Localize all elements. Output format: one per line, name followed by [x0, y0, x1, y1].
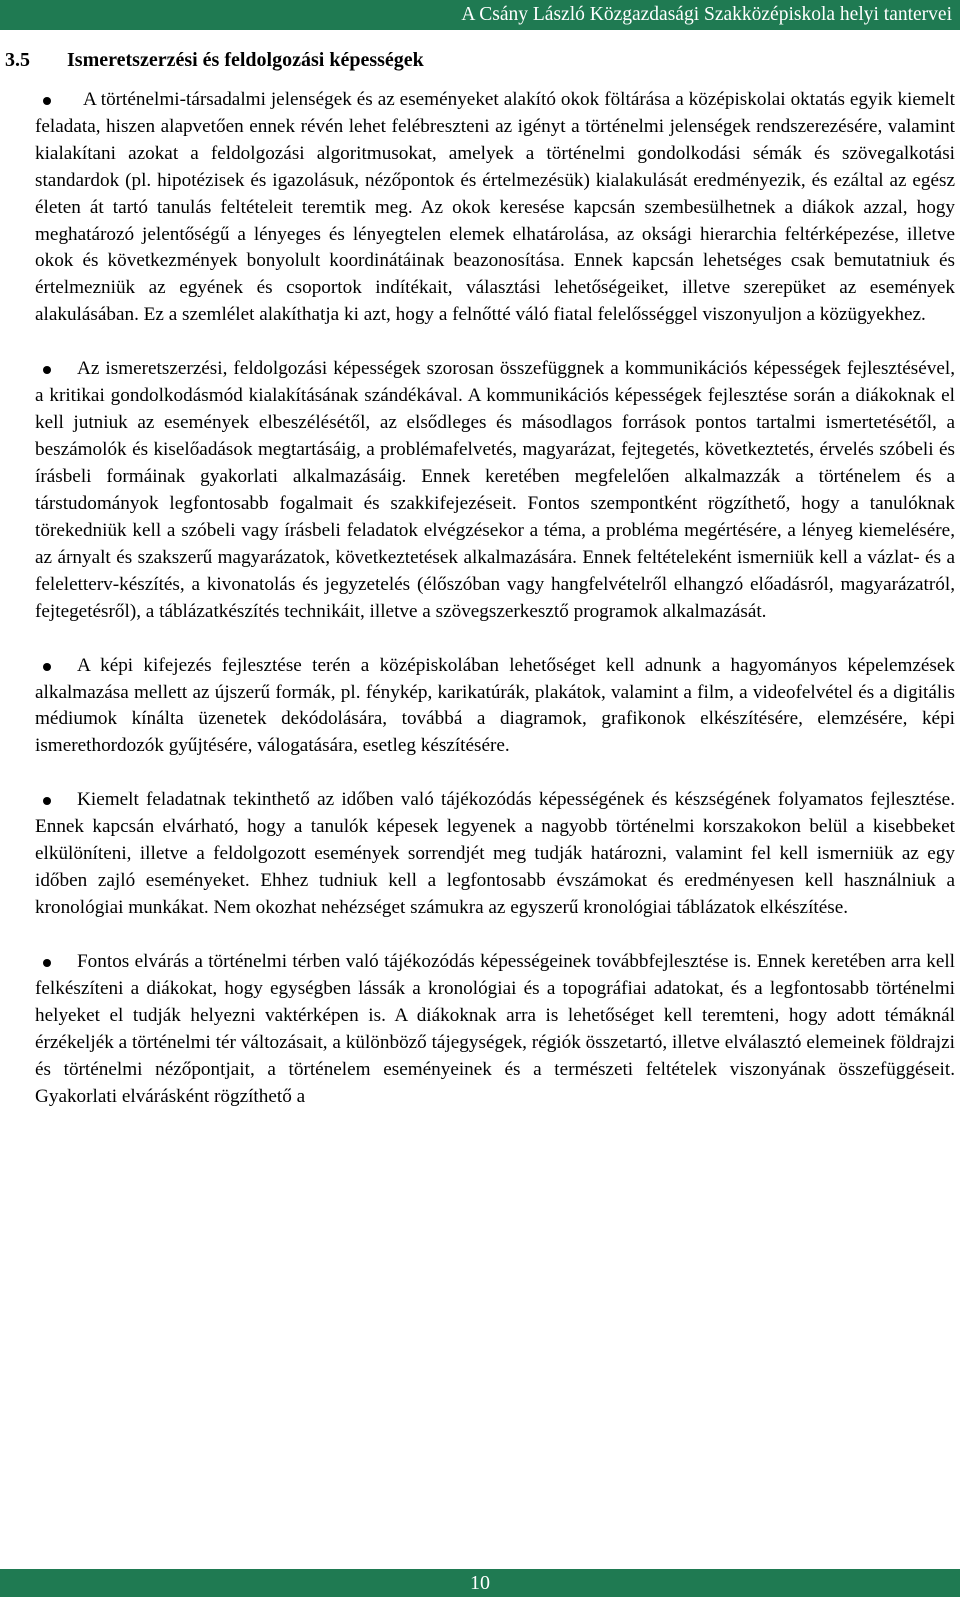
bullet-icon [43, 97, 51, 105]
bullet-paragraph [35, 787, 955, 922]
page-number: 10 [470, 1572, 490, 1594]
paragraph-text: A képi kifejezés fejlesztése terén a középiskolában lehetőséget kell adnunk a hagyományos képelemzések alkalmazása mellett az újszerű formák, pl. fénykép, karikatúrák, plakátok, valamint a film, a videofelvétel és a digitális médiumok kínálta üzenetek dekódolására, továbbá a diagramok, grafikonok elkészítésére, elemzésére, képi ismerethordozók gyűjtésére, válogatására, esetleg készítésére. [35, 654, 955, 757]
body-content [35, 87, 955, 1138]
paragraph-text: A történelmi-társadalmi jelenségek és az eseményeket alakító okok föltárása a középiskolai oktatás egyik kiemelt feladata, hiszen alapvetően ennek révén lehet felébreszteni az igényt a történelmi jelenségek rendszerezésére, valamint kialakítani azokat a feldolgozási algoritmusokat, amelyek a történelmi gondolkodási sémák és szövegalkotási standardok (pl. hipotézisek és igazolásuk, nézőpontok és értelmezésük) kialakulását eredményezik, és ezáltal az egész életen át tartó tanulás feltételeit teremtik meg. Az okok keresése kapcsán szembesülhetnek a diákok azzal, hogy meghatározó jelentőségű a lényeges és lényegtelen elemek elhatárolása, az oksági hierarchia feltérképezése, illetve okok és következmények bonyolult koordinátáinak beazonosítása. Ennek kapcsán lehetséges csak bemutatniuk és értelmezniük az egyének és csoportok indítékait, választási lehetőségeiket, illetve szerepüket az események alakulásában. Ez a szemlélet alakíthatja ki azt, hogy a felnőtté váló fiatal felelősséggel viszonyuljon a közügyekhez. [35, 89, 955, 326]
bullet-paragraph [35, 653, 955, 761]
page-footer [0, 1569, 960, 1597]
bullet-icon [43, 663, 51, 671]
bullet-icon [43, 366, 51, 374]
paragraph-text: Kiemelt feladatnak tekinthető az időben való tájékozódás képességének és készségének folyamatos fejlesztése. Ennek kapcsán elvárható, hogy a tanulók képesek legyenek a nagyobb történelmi korszakokon belül a kisebbeket elkülöníteni, illetve a feldolgozott események sorrendjét meg tudják határozni, valamint fel kell ismerniük az egy időben zajló eseményeket. Ehhez tudniuk kell a legfontosabb évszámokat és eredményesen kell használniuk a kronológiai munkákat. Nem okozhat nehézséget számukra az egyszerű kronológiai táblázatok elkészítése. [35, 789, 955, 919]
bullet-paragraph [35, 949, 955, 1110]
paragraph-text: Az ismeretszerzési, feldolgozási képességek szorosan összefüggnek a kommunikációs képességek fejlesztésével, a kritikai gondolkodásmód kialakításának szándékával. A kommunikációs képességek fejlesztése során a diákoknak el kell jutniuk az események elbeszélésétől, az elsődleges és másodlagos források pontos tartalmi ismertetésétől, a beszámolók és kiselőadások megtartásáig, a problémafelvetés, magyarázat, fejtegetés, következtetés, érvelés szóbeli és írásbeli formáinak gyakorlati alkalmazásáig. Ennek keretében megfelelően alkalmazzák a történelem és a társtudományok legfontosabb fogalmait és szakkifejezéseit. Fontos szempontként rögzíthető, hogy a tanulóknak törekedniük kell a szóbeli vagy írásbeli feladatok elvégzésekor a téma, a probléma megértésére, a lényeg kiemelésére, az árnyalt és szakszerű magyarázatok, következtetések alkalmazására. Ennek feltételeként ismerniük kell a vázlat- és a feleletterv-készítés, a kivonatolás és jegyzetelés (élőszóban vagy hangfelvételről elhangzó előadásról, magyarázatról, fejtegetésről), a táblázatkészítés technikáit, illetve a szövegszerkesztő programok alkalmazását. [35, 358, 955, 622]
paragraph-text: Fontos elvárás a történelmi térben való tájékozódás képességeinek továbbfejlesztése is. Ennek keretében arra kell felkészíteni a diákokat, hogy egységben lássák a kronológiai és a topográfiai adatokat, és a legfontosabb történelmi helyeket el tudják helyezni vaktérképen is. A diákoknak arra is lehetőséget kell teremteni, hogy adott témáknál érzékeljék a történelmi tér változásait, a különböző tájegységek, régiók összetartó, illetve elválasztó elemeinek földrajzi és történelmi nézőpontjait, a történelem eseményeinek és a természeti feltételek viszonyának összefüggéseit. Gyakorlati elvárásként rögzíthető a [35, 951, 955, 1107]
section-heading [5, 47, 424, 73]
section-title: Ismeretszerzési és feldolgozási képességek [67, 49, 424, 71]
bullet-icon [43, 797, 51, 805]
header-title: A Csány László Közgazdasági Szakközépiskola helyi tantervei [461, 4, 952, 25]
bullet-icon [43, 959, 51, 967]
page-header [0, 0, 960, 30]
bullet-paragraph [35, 356, 955, 625]
bullet-paragraph [35, 87, 955, 329]
section-number: 3.5 [5, 49, 30, 71]
